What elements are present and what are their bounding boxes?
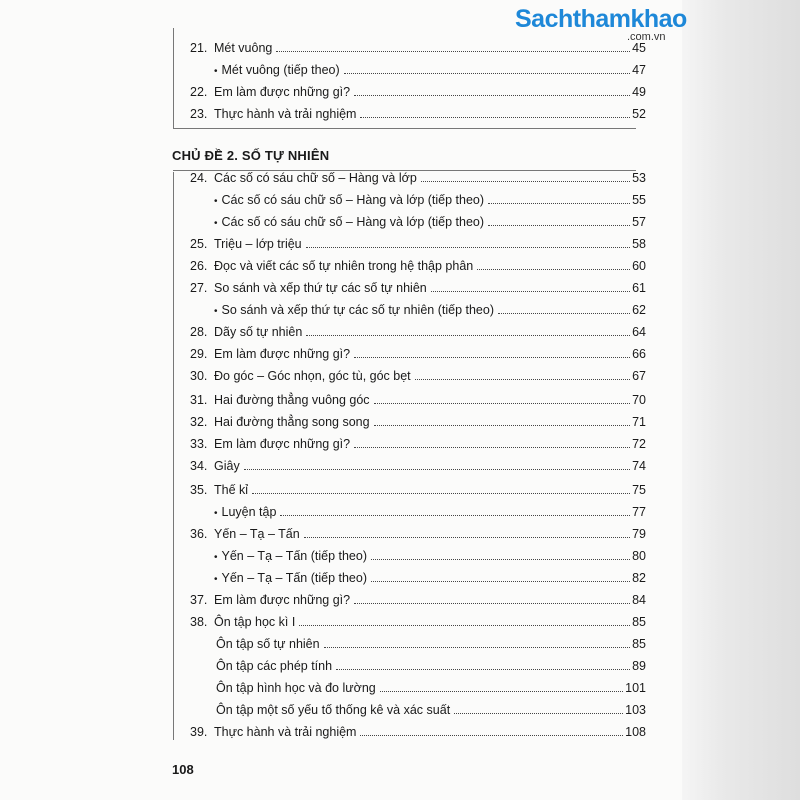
bullet-icon: • xyxy=(214,508,218,519)
toc-entry-page: 53 xyxy=(632,171,646,185)
toc-entry xyxy=(190,82,646,102)
toc-entry-title: Yến – Tạ – Tấn xyxy=(214,527,300,541)
dot-leader xyxy=(371,546,630,560)
toc-entry-page: 80 xyxy=(632,549,646,563)
dot-leader xyxy=(374,412,631,426)
dot-leader xyxy=(324,634,631,648)
toc-entry-number: 31. xyxy=(190,393,208,407)
bullet-icon: • xyxy=(214,196,218,207)
toc-entry xyxy=(216,678,646,698)
toc-entry-title: So sánh và xếp thứ tự các số tự nhiên (tiếp theo) xyxy=(221,303,494,317)
toc-entry-number: 35. xyxy=(190,483,208,497)
toc-entry-page: 57 xyxy=(632,215,646,229)
toc-entry-number: 33. xyxy=(190,437,208,451)
toc-entry-number: 39. xyxy=(190,725,208,739)
toc-entry-page: 71 xyxy=(632,415,646,429)
toc-entry-number: 32. xyxy=(190,415,208,429)
toc-entry-page: 70 xyxy=(632,393,646,407)
dot-leader xyxy=(306,322,630,336)
toc-entry xyxy=(190,234,646,254)
toc-entry-number: 24. xyxy=(190,171,208,185)
toc-entry-page: 75 xyxy=(632,483,646,497)
toc-entry-page: 72 xyxy=(632,437,646,451)
bullet-icon: • xyxy=(214,218,218,229)
toc-entry-number: 30. xyxy=(190,369,208,383)
toc-entry xyxy=(214,502,646,522)
dot-leader xyxy=(354,344,630,358)
toc-entry xyxy=(190,256,646,276)
toc-entry xyxy=(190,434,646,454)
toc-entry-page: 82 xyxy=(632,571,646,585)
dot-leader xyxy=(374,390,631,404)
toc-entry-page: 47 xyxy=(632,63,646,77)
toc-entry-title: Các số có sáu chữ số – Hàng và lớp (tiếp theo) xyxy=(221,215,485,229)
toc-entry-number: 21. xyxy=(190,41,208,55)
watermark-main-text: Sachthamkhao xyxy=(515,5,687,33)
toc-entry-page: 84 xyxy=(632,593,646,607)
toc-entry xyxy=(214,212,646,232)
dot-leader xyxy=(431,278,630,292)
toc-entry xyxy=(214,300,646,320)
toc-entry-title: Ôn tập số tự nhiên xyxy=(216,637,320,651)
dot-leader xyxy=(488,190,630,204)
toc-entry-title: Dãy số tự nhiên xyxy=(214,325,303,339)
toc-entry-title: Thực hành và trải nghiệm xyxy=(214,107,357,121)
toc-entry-number: 26. xyxy=(190,259,208,273)
toc-entry-number: 23. xyxy=(190,107,208,121)
toc-entry-page: 67 xyxy=(632,369,646,383)
dot-leader xyxy=(306,234,630,248)
toc-entry-number: 29. xyxy=(190,347,208,361)
bullet-icon: • xyxy=(214,66,218,77)
dot-leader xyxy=(276,38,630,52)
dot-leader xyxy=(380,678,623,692)
toc-entry-title: Thế kỉ xyxy=(214,483,249,497)
dot-leader xyxy=(244,456,630,470)
toc-entry-title: Em làm được những gì? xyxy=(214,593,351,607)
toc-entry xyxy=(190,612,646,632)
toc-entry-number: 38. xyxy=(190,615,208,629)
toc-entry xyxy=(214,190,646,210)
toc-entry xyxy=(190,366,646,386)
toc-entry xyxy=(216,656,646,676)
toc-entry-title: Đo góc – Góc nhọn, góc tù, góc bẹt xyxy=(214,369,411,383)
toc-entry-number: 22. xyxy=(190,85,208,99)
toc-entry-title: Mét vuông xyxy=(214,41,273,55)
dot-leader xyxy=(371,568,630,582)
dot-leader xyxy=(415,366,630,380)
dot-leader xyxy=(488,212,630,226)
toc-entry-title: So sánh và xếp thứ tự các số tự nhiên xyxy=(214,281,427,295)
toc-entry-title: Luyện tập xyxy=(221,505,277,519)
toc-entry xyxy=(190,38,646,58)
toc-entry xyxy=(190,722,646,742)
topic-heading: CHỦ ĐỀ 2. SỐ TỰ NHIÊN xyxy=(172,148,330,163)
toc-entry-title: Hai đường thẳng vuông góc xyxy=(214,393,370,407)
toc-entry-page: 74 xyxy=(632,459,646,473)
toc-entry xyxy=(216,634,646,654)
toc-entry xyxy=(190,590,646,610)
toc-entry xyxy=(190,104,646,124)
dot-leader xyxy=(454,700,623,714)
toc-entry xyxy=(190,168,646,188)
dot-leader xyxy=(360,104,630,118)
dot-leader xyxy=(354,82,630,96)
dot-leader xyxy=(344,60,630,74)
dot-leader xyxy=(421,168,630,182)
bullet-icon: • xyxy=(214,574,218,585)
toc-entry-page: 45 xyxy=(632,41,646,55)
dot-leader xyxy=(477,256,630,270)
toc-entry-title: Ôn tập hình học và đo lường xyxy=(216,681,376,695)
dot-leader xyxy=(336,656,630,670)
toc-entry xyxy=(190,390,646,410)
toc-entry xyxy=(190,524,646,544)
toc-entry-page: 55 xyxy=(632,193,646,207)
dot-leader xyxy=(252,480,630,494)
toc-entry-page: 66 xyxy=(632,347,646,361)
page-number: 108 xyxy=(172,762,194,777)
toc-entry xyxy=(190,456,646,476)
toc-entry-title: Các số có sáu chữ số – Hàng và lớp (tiếp theo) xyxy=(221,193,485,207)
toc-entry-page: 103 xyxy=(625,703,646,717)
toc-entry-title: Hai đường thẳng song song xyxy=(214,415,370,429)
toc-entry-title: Thực hành và trải nghiệm xyxy=(214,725,357,739)
toc-entry xyxy=(214,60,646,80)
toc-entry-page: 77 xyxy=(632,505,646,519)
toc-entry-title: Yến – Tạ – Tấn (tiếp theo) xyxy=(221,549,367,563)
toc-entry-title: Giây xyxy=(214,459,240,473)
toc-entry-number: 27. xyxy=(190,281,208,295)
toc-entry-page: 49 xyxy=(632,85,646,99)
toc-entry-page: 64 xyxy=(632,325,646,339)
toc-entry-title: Ôn tập một số yếu tố thống kê và xác suất xyxy=(216,703,451,717)
toc-entry-title: Mét vuông (tiếp theo) xyxy=(221,63,340,77)
toc-entry-page: 89 xyxy=(632,659,646,673)
toc-entry xyxy=(214,546,646,566)
toc-entry xyxy=(190,344,646,364)
toc-entry-number: 25. xyxy=(190,237,208,251)
dot-leader xyxy=(299,612,630,626)
toc-entry xyxy=(214,568,646,588)
dot-leader xyxy=(354,434,630,448)
toc-entry-page: 52 xyxy=(632,107,646,121)
toc-entry-title: Yến – Tạ – Tấn (tiếp theo) xyxy=(221,571,367,585)
toc-entry-number: 34. xyxy=(190,459,208,473)
toc-entry-number: 28. xyxy=(190,325,208,339)
toc-entry-page: 85 xyxy=(632,615,646,629)
toc-entry-page: 79 xyxy=(632,527,646,541)
toc-entry-page: 101 xyxy=(625,681,646,695)
toc-entry-title: Ôn tập học kì I xyxy=(214,615,296,629)
dot-leader xyxy=(360,722,623,736)
toc-entry-page: 108 xyxy=(625,725,646,739)
toc-entry xyxy=(190,278,646,298)
toc-entry-page: 60 xyxy=(632,259,646,273)
watermark-domain-text: .com.vn xyxy=(627,31,666,43)
toc-entry-page: 62 xyxy=(632,303,646,317)
dot-leader xyxy=(498,300,630,314)
dot-leader xyxy=(354,590,630,604)
toc-entry-title: Triệu – lớp triệu xyxy=(214,237,302,251)
toc-entry xyxy=(190,322,646,342)
toc-entry xyxy=(190,412,646,432)
toc-entry xyxy=(190,480,646,500)
bullet-icon: • xyxy=(214,552,218,563)
toc-entry-page: 61 xyxy=(632,281,646,295)
toc-entry xyxy=(216,700,646,720)
toc-entry-page: 58 xyxy=(632,237,646,251)
toc-entry-title: Các số có sáu chữ số – Hàng và lớp xyxy=(214,171,417,185)
bullet-icon: • xyxy=(214,306,218,317)
toc-entry-title: Đọc và viết các số tự nhiên trong hệ thập phân xyxy=(214,259,474,273)
toc-entry-page: 85 xyxy=(632,637,646,651)
toc-entry-title: Ôn tập các phép tính xyxy=(216,659,333,673)
toc-entry-title: Em làm được những gì? xyxy=(214,85,351,99)
dot-leader xyxy=(304,524,630,538)
dot-leader xyxy=(280,502,630,516)
toc-entry-title: Em làm được những gì? xyxy=(214,437,351,451)
toc-entry-title: Em làm được những gì? xyxy=(214,347,351,361)
toc-entry-number: 36. xyxy=(190,527,208,541)
toc-entry-number: 37. xyxy=(190,593,208,607)
